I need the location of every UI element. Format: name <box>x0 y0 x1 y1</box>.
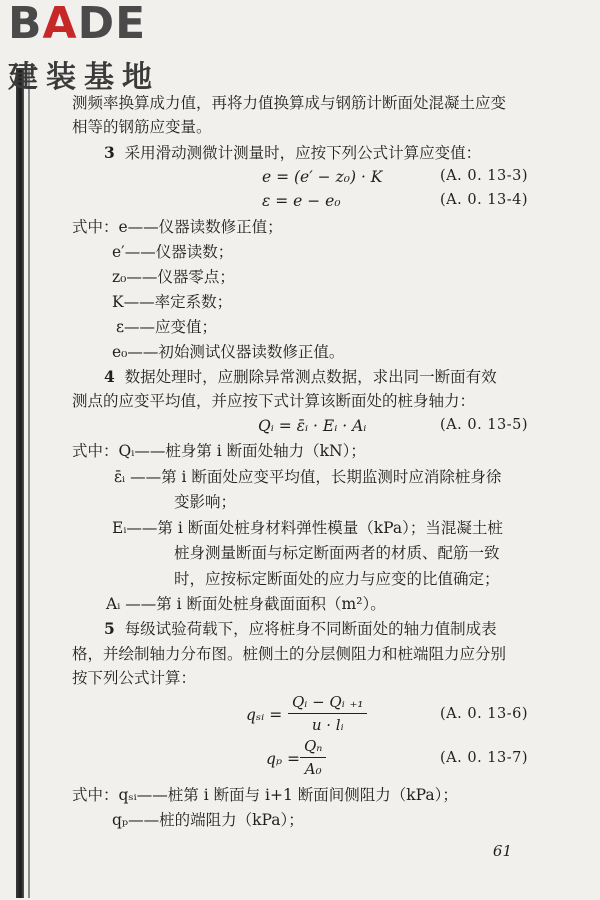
definition-line: Aᵢ ——第 i 断面处桩身截面面积（m²）。 <box>106 595 386 613</box>
definition-line: Eᵢ——第 i 断面处桩身材料弹性模量（kPa）；当混凝土桩 <box>112 519 503 537</box>
fraction-a-0-13-7 <box>300 737 326 778</box>
definition-line: 桩身测量断面与标定断面两者的材质、配筋一致 <box>174 544 500 562</box>
equation-number: (A. 0. 13-3) <box>440 168 529 184</box>
paragraph-line: 相等的钢筋应变量。 <box>72 118 212 136</box>
fraction-numerator: Qᵢ − Qᵢ ₊₁ <box>288 693 367 714</box>
clause-5: 5 每级试验荷载下，应将桩身不同断面处的轴力值制成表 <box>104 619 497 638</box>
definition-line: z₀——仪器零点； <box>112 268 235 286</box>
equation-number: (A. 0. 13-7) <box>440 750 529 766</box>
paragraph-line: 测频率换算成力值，再将力值换算成与钢筋计断面处混凝土应变 <box>72 94 507 112</box>
binding-edge-line <box>28 68 30 898</box>
definition-line: qₚ——桩的端阻力（kPa）； <box>112 811 304 829</box>
definition-line: K——率定系数； <box>112 293 233 311</box>
equation-lhs: qₛᵢ = <box>246 706 283 724</box>
equation-lhs: qₚ = <box>266 750 301 768</box>
definition-line: ε——应变值； <box>116 318 218 336</box>
paragraph-line: 格，并绘制轴力分布图。桩侧土的分层侧阻力和桩端阻力应分别 <box>72 645 507 663</box>
definition-line: 时，应按标定断面处的应力与应变的比值确定； <box>174 570 500 588</box>
equation-a-0-13-5: Qᵢ = ε̄ᵢ · Eᵢ · Aᵢ <box>258 417 367 435</box>
definition-line: 式中：qₛᵢ——桩第 i 断面与 i+1 断面间侧阻力（kPa）； <box>72 786 458 804</box>
equation-a-0-13-4: ε = e − e₀ <box>262 192 341 210</box>
definition-line: 式中：e——仪器读数修正值； <box>72 218 283 236</box>
logo-word: BADE <box>8 0 147 49</box>
clause-4: 4 数据处理时，应删除异常测点数据，求出同一断面有效 <box>104 367 497 386</box>
logo-subtitle: 建装基地 <box>8 60 160 95</box>
definition-line: e′——仪器读数； <box>112 243 234 261</box>
equation-number: (A. 0. 13-6) <box>440 706 529 722</box>
equation-number: (A. 0. 13-4) <box>440 192 529 208</box>
fraction-denominator: u · lᵢ <box>311 716 344 734</box>
definition-line: ε̄ᵢ ——第 i 断面处应变平均值，长期监测时应消除桩身徐 <box>114 468 502 486</box>
bade-logo <box>8 0 183 95</box>
paragraph-line: 按下列公式计算： <box>72 669 197 687</box>
fraction-numerator: Qₙ <box>300 737 326 758</box>
fraction-a-0-13-6 <box>288 693 367 734</box>
binding-edge <box>16 68 24 898</box>
definition-line: 变影响； <box>174 493 237 511</box>
page-number: 61 <box>492 842 512 860</box>
definition-line: e₀——初始测试仪器读数修正值。 <box>112 343 345 361</box>
equation-number: (A. 0. 13-5) <box>440 417 529 433</box>
equation-a-0-13-3: e = (e′ − z₀) · K <box>262 168 383 186</box>
fraction-denominator: A₀ <box>304 760 322 778</box>
definition-line: 式中：Qᵢ——桩身第 i 断面处轴力（kN）； <box>72 442 366 460</box>
clause-3: 3 采用滑动测微计测量时，应按下列公式计算应变值： <box>104 143 482 162</box>
paragraph-line: 测点的应变平均值，并应按下式计算该断面处的桩身轴力： <box>72 392 476 410</box>
